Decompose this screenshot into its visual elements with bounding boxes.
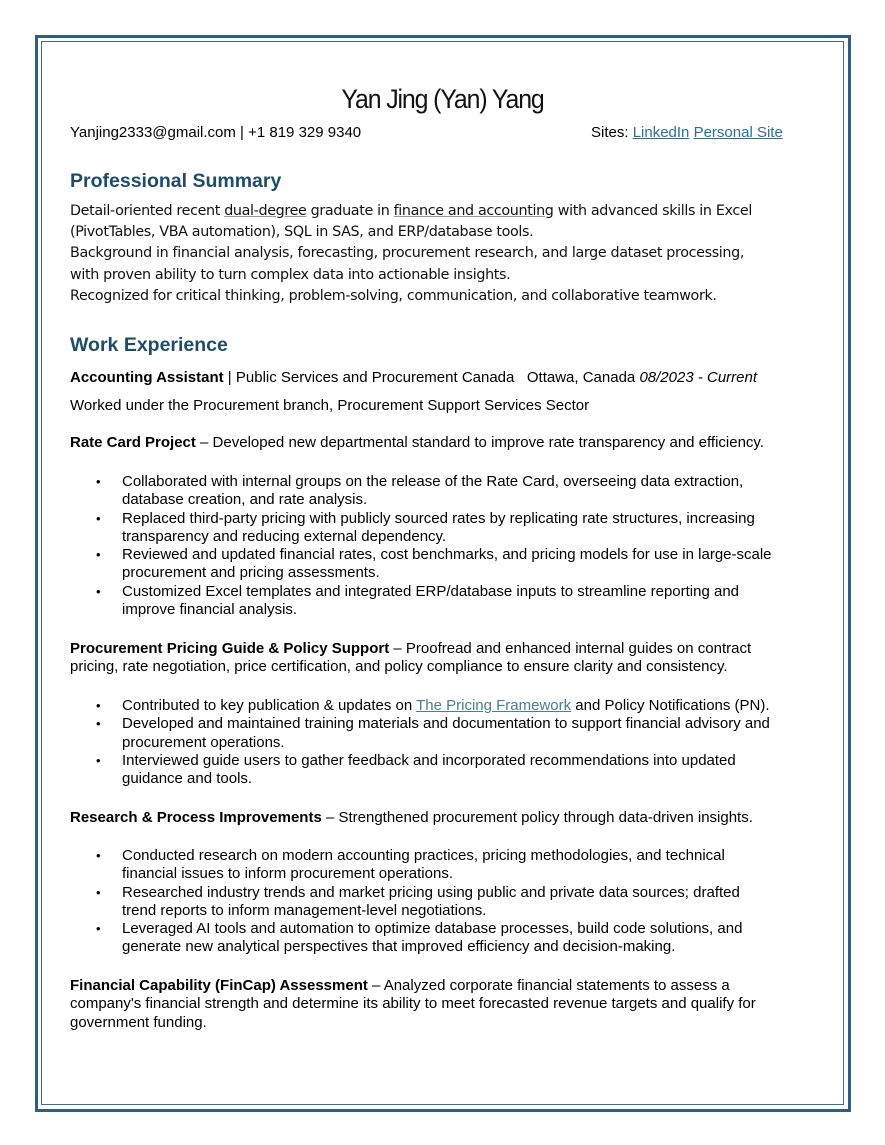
- sites-label: Sites:: [591, 124, 629, 141]
- contact-info: Yanjing2333@gmail.com | +1 819 329 9340: [70, 124, 362, 141]
- job-role: Accounting Assistant: [70, 369, 224, 386]
- project-pricing-guide: [70, 640, 830, 677]
- text: Detail-oriented recent: [70, 203, 225, 219]
- project-title: Financial Capability (FinCap) Assessment: [70, 977, 368, 994]
- list-item: • Interviewed guide users to gather feedback and incorporated recommendations into updated guidance and tools.: [96, 751, 736, 788]
- list-item: • Customized Excel templates and integrated ERP/database inputs to streamline reporting and improve financial analysis.: [96, 582, 740, 619]
- project-desc: pricing, rate negotiation, price certification, and policy compliance to ensure clarity and consistency.: [70, 658, 728, 676]
- bullet-icon: •: [96, 547, 101, 563]
- summary-text: [70, 201, 830, 307]
- list-item: [70, 697, 830, 715]
- pricing-guide-bullets: [70, 697, 830, 788]
- bullet-icon: •: [96, 848, 101, 863]
- bullet-icon: •: [96, 752, 101, 768]
- project-desc: – Analyzed corporate financial statements to assess a: [367, 977, 730, 994]
- project-desc: – Strengthened procurement policy through data-driven insights.: [321, 809, 753, 826]
- summary-line: Background in financial analysis, forecasting, procurement research, and large dataset processing,: [70, 245, 745, 262]
- job-header: [70, 369, 757, 386]
- candidate-name: Yan Jing (Yan) Yang: [341, 84, 544, 114]
- project-title: Rate Card Project: [70, 434, 196, 451]
- bullet-icon: •: [96, 716, 101, 732]
- linkedin-link[interactable]: LinkedIn: [632, 124, 690, 141]
- research-bullets: [70, 847, 830, 957]
- pricing-framework-link[interactable]: The Pricing Framework: [416, 697, 572, 714]
- list-item: • Collaborated with internal groups on the release of the Rate Card, overseeing data extraction, database creation, and rate analysis.: [96, 473, 744, 509]
- bullet-icon: •: [96, 474, 101, 489]
- project-title: Procurement Pricing Guide & Policy Support: [70, 640, 390, 657]
- summary-line: [70, 201, 830, 222]
- list-item: • Researched industry trends and market pricing using public and private data sources; drafted trend reports to inform management-level negotiations.: [96, 883, 740, 919]
- list-item: • Replaced third-party pricing with publicly sourced rates by replicating rate structures, increasing transparency and reducing external dependency.: [96, 509, 755, 545]
- section-heading-summary: Professional Summary: [70, 170, 282, 192]
- project-desc: – Proofread and enhanced internal guides on contract: [389, 640, 752, 657]
- bullet-icon: •: [96, 510, 101, 526]
- text: and Policy Notifications (PN).: [571, 697, 770, 714]
- summary-line: (PivotTables, VBA automation), SQL in SAS, and ERP/database tools.: [70, 224, 534, 241]
- bullet-icon: •: [96, 884, 101, 900]
- sites-links: [591, 124, 783, 141]
- job-note: Worked under the Procurement branch, Procurement Support Services Sector: [70, 397, 590, 414]
- project-research: [70, 809, 830, 827]
- text: with advanced skills in Excel: [553, 203, 752, 219]
- personal-site-link[interactable]: Personal Site: [693, 124, 783, 141]
- list-item: • Conducted research on modern accounting practices, pricing methodologies, and technical financial issues to inform procurement operations.: [96, 847, 725, 883]
- summary-line: with proven ability to turn complex data into actionable insights.: [70, 266, 511, 283]
- project-desc: government funding.: [70, 1013, 207, 1031]
- project-rate-card: [70, 434, 830, 452]
- dual-degree-text: dual-degree: [224, 203, 307, 219]
- project-fincap: [70, 977, 830, 1032]
- bullet-icon: •: [96, 921, 101, 937]
- project-desc: company's financial strength and determine its ability to meet forecasted revenue targets and qualify for: [70, 995, 756, 1013]
- separator: |: [223, 369, 236, 386]
- finance-accounting-text: finance and accounting: [393, 203, 554, 219]
- job-location: Ottawa, Canada: [526, 369, 636, 386]
- text: graduate in: [306, 203, 394, 219]
- project-title: Research & Process Improvements: [70, 809, 322, 826]
- text: Contributed to key publication & updates on: [122, 697, 417, 714]
- rate-card-bullets: [70, 473, 830, 619]
- job-dates: 08/2023 - Current: [639, 369, 758, 386]
- summary-line: Recognized for critical thinking, problem-solving, communication, and collaborative teamwork.: [70, 287, 717, 304]
- list-item: • Leveraged AI tools and automation to optimize database processes, build code solutions, and generate new analytical perspectives that improved efficiency and decision-making.: [96, 920, 743, 956]
- list-item: • Developed and maintained training materials and documentation to support financial advisory and procurement operations.: [96, 715, 770, 751]
- project-desc: – Developed new departmental standard to improve rate transparency and efficiency.: [195, 434, 764, 451]
- bullet-icon: •: [96, 583, 101, 599]
- section-heading-experience: Work Experience: [70, 334, 228, 356]
- list-item: • Reviewed and updated financial rates, cost benchmarks, and pricing models for use in large-scale procurement and pricing assessments.: [96, 546, 772, 582]
- bullet-icon: •: [96, 698, 101, 713]
- job-org: Public Services and Procurement Canada: [235, 369, 515, 386]
